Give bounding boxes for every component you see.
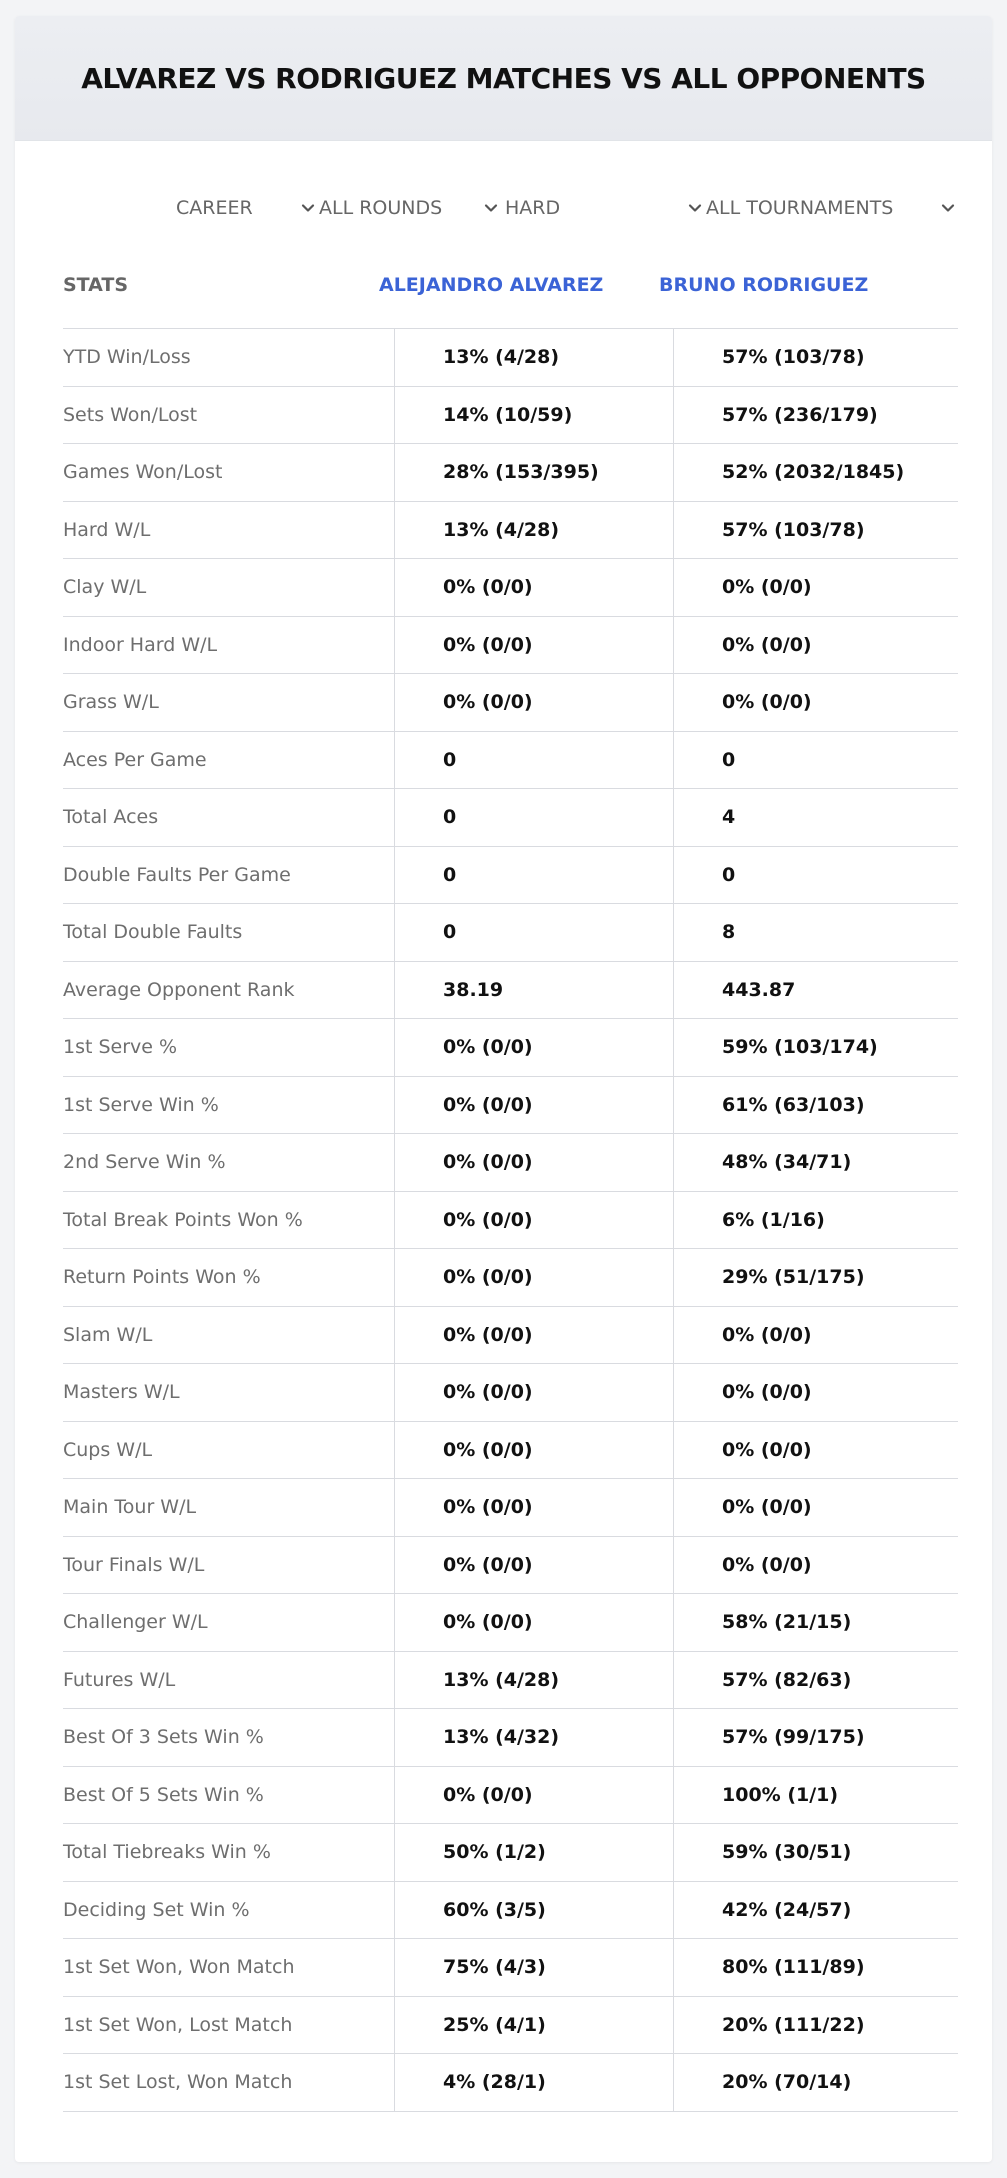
player1-value: 0% (0/0) bbox=[394, 1192, 671, 1249]
stat-label: 1st Set Lost, Won Match bbox=[63, 2071, 293, 2094]
player1-value: 0% (0/0) bbox=[394, 1479, 671, 1536]
player1-value: 0% (0/0) bbox=[394, 674, 671, 731]
player1-value: 0% (0/0) bbox=[394, 1249, 671, 1306]
stat-label: 1st Serve % bbox=[63, 1036, 178, 1059]
chevron-down-icon bbox=[687, 200, 703, 216]
stat-label: Total Tiebreaks Win % bbox=[63, 1841, 271, 1864]
stat-label: Total Aces bbox=[63, 806, 159, 829]
stat-label: 1st Set Won, Lost Match bbox=[63, 2013, 293, 2036]
table-row bbox=[63, 559, 958, 617]
player1-value: 14% (10/59) bbox=[394, 387, 671, 444]
stat-label: Aces Per Game bbox=[63, 748, 207, 771]
surface-select-value: HARD bbox=[505, 197, 561, 219]
table-row bbox=[63, 1997, 958, 2055]
tournaments-select-value: ALL TOURNAMENTS bbox=[706, 197, 894, 219]
table-row bbox=[63, 1479, 958, 1537]
player1-value: 0% (0/0) bbox=[394, 1594, 671, 1651]
player1-value: 0% (0/0) bbox=[394, 1422, 671, 1479]
player2-link[interactable]: BRUNO RODRIGUEZ bbox=[659, 274, 869, 296]
stat-label: Double Faults Per Game bbox=[63, 863, 291, 886]
player2-value: 0% (0/0) bbox=[673, 674, 958, 731]
player1-value: 0% (0/0) bbox=[394, 1019, 671, 1076]
player2-value: 100% (1/1) bbox=[673, 1767, 958, 1824]
table-row bbox=[63, 1307, 958, 1365]
stats-card bbox=[15, 16, 992, 2162]
player1-value: 38.19 bbox=[394, 962, 671, 1019]
stat-label: Average Opponent Rank bbox=[63, 978, 295, 1001]
table-row bbox=[63, 1824, 958, 1882]
player2-value: 59% (103/174) bbox=[673, 1019, 958, 1076]
stat-label: Return Points Won % bbox=[63, 1266, 261, 1289]
stat-label: Games Won/Lost bbox=[63, 461, 223, 484]
page-title: ALVAREZ VS RODRIGUEZ MATCHES VS ALL OPPONENTS bbox=[81, 61, 926, 95]
rounds-select[interactable] bbox=[319, 188, 499, 228]
player2-value: 0% (0/0) bbox=[673, 559, 958, 616]
table-row bbox=[63, 962, 958, 1020]
player2-value: 4 bbox=[673, 789, 958, 846]
table-row bbox=[63, 1709, 958, 1767]
stat-label: 1st Set Won, Won Match bbox=[63, 1956, 295, 1979]
player2-value: 57% (99/175) bbox=[673, 1709, 958, 1766]
player2-value: 57% (236/179) bbox=[673, 387, 958, 444]
stat-label: Deciding Set Win % bbox=[63, 1898, 250, 1921]
table-row bbox=[63, 2054, 958, 2112]
player2-value: 0% (0/0) bbox=[673, 1307, 958, 1364]
table-row bbox=[63, 904, 958, 962]
player2-value: 61% (63/103) bbox=[673, 1077, 958, 1134]
stat-label: Sets Won/Lost bbox=[63, 403, 198, 426]
stat-label: Best Of 5 Sets Win % bbox=[63, 1783, 264, 1806]
table-header bbox=[63, 262, 958, 329]
player1-value: 50% (1/2) bbox=[394, 1824, 671, 1881]
player1-value: 0% (0/0) bbox=[394, 1767, 671, 1824]
player1-value: 25% (4/1) bbox=[394, 1997, 671, 2054]
player2-value: 8 bbox=[673, 904, 958, 961]
player2-value: 0% (0/0) bbox=[673, 1422, 958, 1479]
table-row bbox=[63, 617, 958, 675]
player1-value: 0% (0/0) bbox=[394, 1307, 671, 1364]
table-row bbox=[63, 1422, 958, 1480]
player1-link[interactable]: ALEJANDRO ALVAREZ bbox=[379, 274, 604, 296]
table-row bbox=[63, 387, 958, 445]
stats-table bbox=[63, 262, 958, 2112]
chevron-down-icon bbox=[483, 200, 499, 216]
stats-column-header: STATS bbox=[63, 274, 129, 296]
player1-value: 0 bbox=[394, 732, 671, 789]
player2-value: 0% (0/0) bbox=[673, 1537, 958, 1594]
stat-label: Total Break Points Won % bbox=[63, 1208, 303, 1231]
table-body bbox=[63, 329, 958, 2112]
player1-value: 0 bbox=[394, 904, 671, 961]
period-select[interactable] bbox=[176, 188, 316, 228]
stat-label: 2nd Serve Win % bbox=[63, 1151, 226, 1174]
stat-label: Hard W/L bbox=[63, 518, 151, 541]
stat-label: Indoor Hard W/L bbox=[63, 633, 218, 656]
player1-value: 0% (0/0) bbox=[394, 617, 671, 674]
player2-value: 80% (111/89) bbox=[673, 1939, 958, 1996]
table-row bbox=[63, 329, 958, 387]
table-row bbox=[63, 1192, 958, 1250]
stat-label: Best Of 3 Sets Win % bbox=[63, 1726, 264, 1749]
stat-label: Grass W/L bbox=[63, 691, 159, 714]
player2-value: 59% (30/51) bbox=[673, 1824, 958, 1881]
table-row bbox=[63, 1537, 958, 1595]
player1-value: 13% (4/28) bbox=[394, 1652, 671, 1709]
tournaments-select[interactable] bbox=[706, 188, 956, 228]
table-row bbox=[63, 1019, 958, 1077]
table-row bbox=[63, 1077, 958, 1135]
player2-value: 29% (51/175) bbox=[673, 1249, 958, 1306]
table-row bbox=[63, 444, 958, 502]
player2-value: 48% (34/71) bbox=[673, 1134, 958, 1191]
stat-label: Masters W/L bbox=[63, 1381, 180, 1404]
player2-value: 57% (82/63) bbox=[673, 1652, 958, 1709]
table-row bbox=[63, 1134, 958, 1192]
player2-value: 57% (103/78) bbox=[673, 502, 958, 559]
table-row bbox=[63, 502, 958, 560]
player1-value: 0% (0/0) bbox=[394, 559, 671, 616]
period-select-value: CAREER bbox=[176, 197, 253, 219]
player2-value: 6% (1/16) bbox=[673, 1192, 958, 1249]
table-row bbox=[63, 1594, 958, 1652]
table-row bbox=[63, 1249, 958, 1307]
card-header bbox=[15, 16, 992, 141]
player2-value: 42% (24/57) bbox=[673, 1882, 958, 1939]
stat-label: 1st Serve Win % bbox=[63, 1093, 219, 1116]
table-row bbox=[63, 1939, 958, 1997]
chevron-down-icon bbox=[940, 200, 956, 216]
player1-value: 0% (0/0) bbox=[394, 1364, 671, 1421]
player1-value: 0 bbox=[394, 847, 671, 904]
player2-value: 58% (21/15) bbox=[673, 1594, 958, 1651]
player2-value: 0 bbox=[673, 732, 958, 789]
rounds-select-value: ALL ROUNDS bbox=[319, 197, 443, 219]
table-row bbox=[63, 1882, 958, 1940]
player1-value: 0% (0/0) bbox=[394, 1537, 671, 1594]
table-row bbox=[63, 1652, 958, 1710]
stat-label: YTD Win/Loss bbox=[63, 346, 191, 369]
stat-label: Main Tour W/L bbox=[63, 1496, 197, 1519]
player1-value: 60% (3/5) bbox=[394, 1882, 671, 1939]
table-row bbox=[63, 789, 958, 847]
player2-value: 20% (111/22) bbox=[673, 1997, 958, 2054]
table-row bbox=[63, 1364, 958, 1422]
player1-value: 0% (0/0) bbox=[394, 1077, 671, 1134]
stat-label: Cups W/L bbox=[63, 1438, 153, 1461]
player1-value: 4% (28/1) bbox=[394, 2054, 671, 2111]
player1-value: 13% (4/28) bbox=[394, 329, 671, 386]
player1-value: 75% (4/3) bbox=[394, 1939, 671, 1996]
chevron-down-icon bbox=[300, 200, 316, 216]
player2-value: 0% (0/0) bbox=[673, 1479, 958, 1536]
stat-label: Clay W/L bbox=[63, 576, 147, 599]
player1-value: 0 bbox=[394, 789, 671, 846]
table-row bbox=[63, 847, 958, 905]
stat-label: Total Double Faults bbox=[63, 921, 243, 944]
player2-value: 57% (103/78) bbox=[673, 329, 958, 386]
stat-label: Futures W/L bbox=[63, 1668, 176, 1691]
stat-label: Tour Finals W/L bbox=[63, 1553, 205, 1576]
table-row bbox=[63, 732, 958, 790]
surface-select[interactable] bbox=[505, 188, 703, 228]
player2-value: 20% (70/14) bbox=[673, 2054, 958, 2111]
table-row bbox=[63, 674, 958, 732]
player1-value: 13% (4/28) bbox=[394, 502, 671, 559]
table-row bbox=[63, 1767, 958, 1825]
player1-value: 13% (4/32) bbox=[394, 1709, 671, 1766]
player2-value: 0% (0/0) bbox=[673, 617, 958, 674]
player1-value: 28% (153/395) bbox=[394, 444, 671, 501]
stat-label: Challenger W/L bbox=[63, 1611, 208, 1634]
player2-value: 0% (0/0) bbox=[673, 1364, 958, 1421]
player2-value: 443.87 bbox=[673, 962, 958, 1019]
player1-value: 0% (0/0) bbox=[394, 1134, 671, 1191]
stat-label: Slam W/L bbox=[63, 1323, 153, 1346]
player2-value: 0 bbox=[673, 847, 958, 904]
player2-value: 52% (2032/1845) bbox=[673, 444, 958, 501]
filters-bar bbox=[15, 188, 992, 228]
